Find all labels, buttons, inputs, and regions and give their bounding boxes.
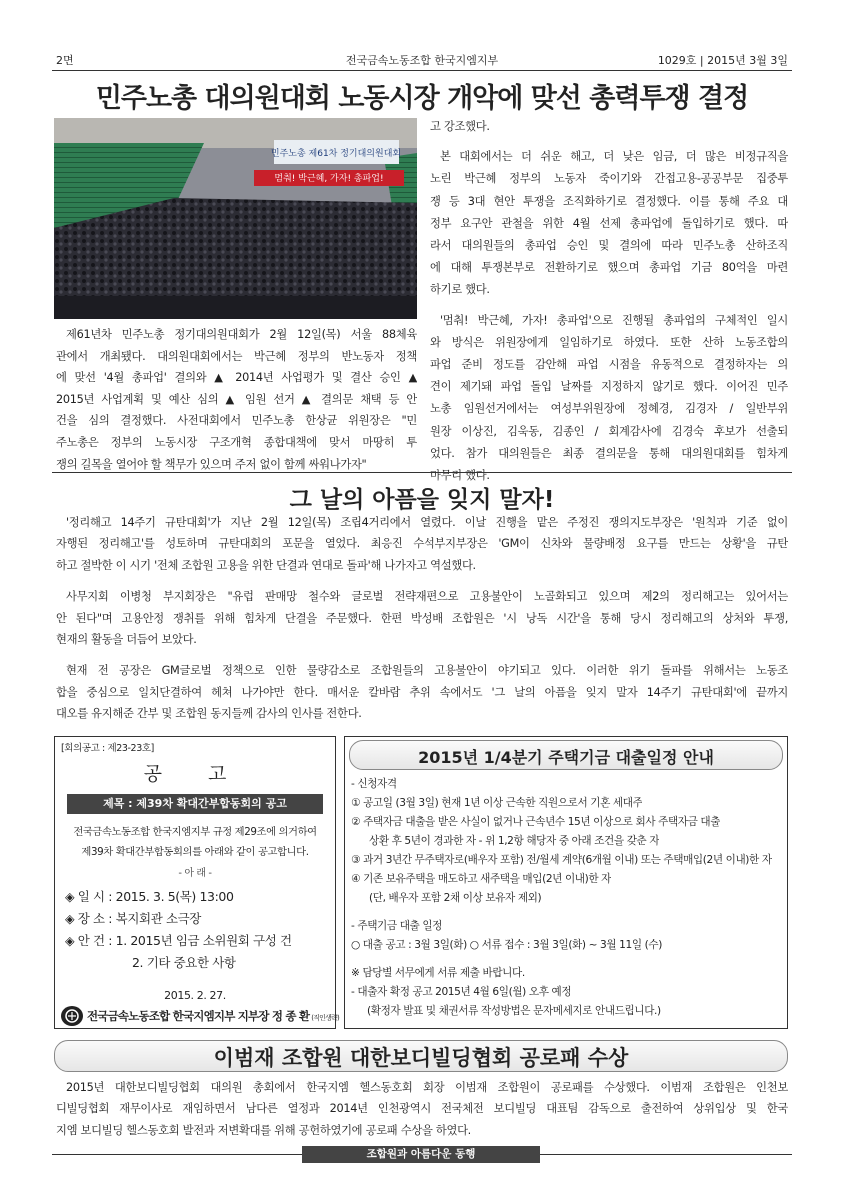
article1-right-line: 노총 임원선거에서는 여성부위원장에 정혜경, 김경자 / 일반부위 xyxy=(430,402,788,416)
loan-line: ② 주택자금 대출을 받은 사실이 없거나 근속년수 15년 이상으로 회사 주택자금 대출 xyxy=(351,816,721,828)
article1-right-line: 었다. 참가 대의원들은 최종 결의문을 통해 대의원대회를 힘차게 xyxy=(430,446,788,460)
notice-intro-1: 전국금속노동조합 한국지엠지부 규정 제29조에 의거하여 xyxy=(73,826,317,838)
article1-right-line: 본 대회에서는 더 쉬운 해고, 더 낮은 임금, 더 많은 비정규직을 xyxy=(440,150,788,164)
article1-right-line: 에 대해 투쟁본부로 전환하기로 했으며 총파업 기금 80억을 마련 xyxy=(430,261,788,275)
article2-line: 자행된 정리해고'를 성토하며 규탄대회의 포문을 열었다. 최응진 수석부지부장은 'GM이 신차와 물량배정 요구를 만드는 상황'을 규탄 xyxy=(56,537,788,551)
loan-line: 상환 후 5년이 경과한 자 - 위 1,2항 해당자 중 아래 조건을 갖춘 자 xyxy=(369,835,660,847)
article3-line: 2015년 대한보디빌딩협회 대의원 총회에서 한국지엠 헬스동호회 회장 이범재 조합원이 공로패를 수상했다. 이범재 조합원은 인천보 xyxy=(66,1081,788,1094)
notice-item-agenda: ◈ 안 건 : 1. 2015년 임금 소위원회 구성 건 xyxy=(65,933,292,948)
article1-left-line: 제61년차 민주노총 정기대의원대회가 2월 12일(목) 서울 88체육 xyxy=(66,328,417,341)
notice-item-date: ◈ 일 시 : 2015. 3. 5(목) 13:00 xyxy=(65,889,234,904)
article1-right-line: 파업 준비 정도를 감안해 파업 시점을 유동적으로 결정하자는 의 xyxy=(430,358,788,371)
notice-signature xyxy=(87,1007,339,1028)
article2-line: 대오를 유지해준 간부 및 조합원 동지들께 감사의 인사를 전한다. xyxy=(56,707,362,721)
article1-right-line: 노린 박근혜 정부의 노동자 죽이기와 간접고용-공공부문 집중투 xyxy=(430,172,788,186)
article1-right-line: 정부 요구안 관철을 위한 4월 선제 총파업에 돌입하기로 했다. 따 xyxy=(430,216,788,230)
article1-left-line: 주노총은 정부의 노동시장 구조개혁 종합대책에 맞서 마땅히 투 xyxy=(56,436,417,449)
notice-heading: 공 고 xyxy=(143,763,247,785)
rally-photo-illustration xyxy=(54,118,417,319)
notice-tag: [회의공고 : 제23-23호] xyxy=(61,743,154,754)
article2-line: 안 된다"며 고용안정 쟁취를 위해 힘차게 단결을 주문했다. 한편 박성배 조합원은 '시 낭독 시간'을 통해 당시 정리해고의 상처와 투쟁, xyxy=(56,611,788,625)
article1-right-line: 하기로 했다. xyxy=(430,283,490,297)
article1-title: 민주노총 대의원대회 노동시장 개악에 맞선 총력투쟁 결정 xyxy=(95,83,749,114)
notice-below: - 아 래 - xyxy=(178,868,212,879)
photo-event-banner: 민주노총 제61차 정기대의원대회 xyxy=(270,149,402,159)
article2-line: 합을 중심으로 일치단결하여 헤쳐 나가야만 한다. 매서운 칼바람 추위 속에서도 '그 날의 아픔을 잊지 말자 14주기 규탄대회'에 끝까지 xyxy=(56,685,788,699)
article1-right-line: 와 방식은 위원장에게 일임하기로 하였다. 또한 산하 노동조합의 xyxy=(430,335,788,349)
article2-title: 그 날의 아픔을 잊지 말자! xyxy=(289,487,555,513)
article3-line: 디빌딩협회 재무이사로 재임하면서 남다른 열정과 2014년 인천광역시 전국체전 보디빌딩 대표팀 감독으로 출전하여 상위입상 및 한국 xyxy=(56,1102,788,1116)
section-rule-1 xyxy=(52,472,792,473)
photo-stage-banner: 멈춰! 박근혜, 가자! 총파업! xyxy=(274,174,384,184)
loan-title: 2015년 1/4분기 주택기금 대출일정 안내 xyxy=(418,748,714,767)
article1-right-line: 라서 대의원들의 총파업 승인 및 결의에 따라 민주노총 산하조직 xyxy=(430,239,788,252)
article2-line: '정리해고 14주기 규탄대회'가 지난 2월 12일(목) 조립4거리에서 열렸다. 이날 진행을 맡은 주정진 쟁의지도부장은 '원칙과 기준 없이 xyxy=(66,516,788,529)
notice-item-place: ◈ 장 소 : 복지회관 소극장 xyxy=(65,911,201,926)
article2-line: 현재의 활동을 더듬어 보았다. xyxy=(56,633,197,646)
loan-line: ※ 담당별 서무에게 서류 제출 바랍니다. xyxy=(351,967,525,979)
union-logo-icon xyxy=(61,1006,83,1026)
footer-slogan: 조합원과 아름다운 동행 xyxy=(302,1146,540,1163)
loan-line: - 신청자격 xyxy=(351,778,397,790)
loan-line: ① 공고일 (3월 3일) 현재 1년 이상 근속한 직원으로서 기혼 세대주 xyxy=(351,797,643,809)
publisher-name: 전국금속노동조합 한국지엠지부 xyxy=(345,54,499,67)
article1-left-line: 쟁의 길목을 열어야 할 책무가 있으며 주저 없이 함께 싸워나가자" xyxy=(56,457,367,471)
notice-date: 2015. 2. 27. xyxy=(164,989,226,1002)
article2-line: 사무지회 이병청 부지회장은 "유럽 판매망 철수와 글로벌 전략재편으로 고용불안이 노골화되고 있으며 제2의 정리해고는 있어서는 xyxy=(66,590,788,604)
seal-omitted-note: (직인생략) xyxy=(311,1014,339,1022)
rally-photo xyxy=(54,118,417,319)
article1-left-line: 관에서 개최됐다. 대의원대회에서는 박근혜 정부의 반노동자 정책 xyxy=(56,349,417,363)
loan-box xyxy=(344,736,788,1029)
article1-right-line: 쟁 등 3대 현안 투쟁을 조직화하기로 결정했다. 이를 통해 주요 대 xyxy=(430,194,788,208)
article1-right-line: 고 강조했다. xyxy=(430,120,490,133)
article1-right-line: 원장 이상진, 김욱동, 김종인 / 회계감사에 김경숙 후보가 선출되 xyxy=(430,424,788,438)
loan-line: ③ 과거 3년간 무주택자로(배우자 포함) 전/월세 계약(6개월 이내) 또는 주택매입(2년 이내)한 자 xyxy=(351,854,772,866)
loan-line: - 주택기금 대출 일정 xyxy=(351,920,442,932)
header-rule xyxy=(52,70,792,71)
notice-intro-2: 제39차 확대간부합동회의를 아래와 같이 공고합니다. xyxy=(81,846,309,858)
notice-box xyxy=(54,736,339,1029)
article3-line: 지엠 보디빌딩 헬스동호회 발전과 저변확대를 위해 공헌하였기에 공로패 수상을 하였다. xyxy=(56,1123,471,1137)
notice-signature-text: 전국금속노동조합 한국지엠지부 지부장 정 종 환 xyxy=(87,1009,310,1023)
article1-right-line: 마무리 했다. xyxy=(430,469,490,482)
notice-subject: 제목 : 제39차 확대간부합동회의 공고 xyxy=(67,794,323,814)
article1-right-line: '멈춰! 박근혜, 가자! 총파업'으로 진행될 총파업의 구체적인 일시 xyxy=(440,313,788,327)
article3-title: 이범재 조합원 대한보디빌딩협회 공로패 수상 xyxy=(213,1046,629,1070)
issue-info: 1029호 | 2015년 3월 3일 xyxy=(657,54,788,67)
article2-line: 하고 절박한 이 시기 '전체 조합원 고용을 위한 단결과 연대로 돌파'해 나가자고 역설했다. xyxy=(56,558,476,572)
article1-left-line: 건을 심의 결정했다. 사전대회에서 민주노총 한상균 위원장은 "민 xyxy=(56,414,417,428)
page-header xyxy=(52,52,792,70)
loan-line: - 대출자 확정 공고 2015년 4월 6일(월) 오후 예정 xyxy=(351,986,572,998)
page-number: 2면 xyxy=(56,54,74,67)
article2-line: 현재 전 공장은 GM글로벌 정책으로 인한 물량감소로 조합원들의 고용불안이 야기되고 있다. 이러한 위기 돌파를 위해서는 노동조 xyxy=(66,664,788,678)
loan-line: (확정자 발표 및 채권서류 작성방법은 문자메세지로 안내드립니다.) xyxy=(367,1005,661,1017)
article1-left-line: 2015년 사업계획 및 예산 심의 ▲ 임원 선거 ▲ 결의문 채택 등 안 xyxy=(56,392,417,406)
loan-line: ④ 기존 보유주택을 매도하고 새주택을 매입(2년 이내)한 자 xyxy=(351,873,612,885)
loan-line: ○ 대출 공고 : 3월 3일(화) ○ 서류 접수 : 3월 3일(화) ~ 3월 11일 (수) xyxy=(351,939,662,951)
article1-right-line: 견이 제기돼 파업 돌입 날짜를 지정하지 않기로 했다. 이어진 민주 xyxy=(430,380,788,394)
notice-item-agenda-2: 2. 기타 중요한 사항 xyxy=(132,955,236,970)
loan-line: (단, 배우자 포함 2채 이상 보유자 제외) xyxy=(369,892,542,904)
article1-left-line: 에 맞선 '4월 총파업' 결의와 ▲ 2014년 사업평가 및 결산 승인 ▲ xyxy=(56,371,417,385)
